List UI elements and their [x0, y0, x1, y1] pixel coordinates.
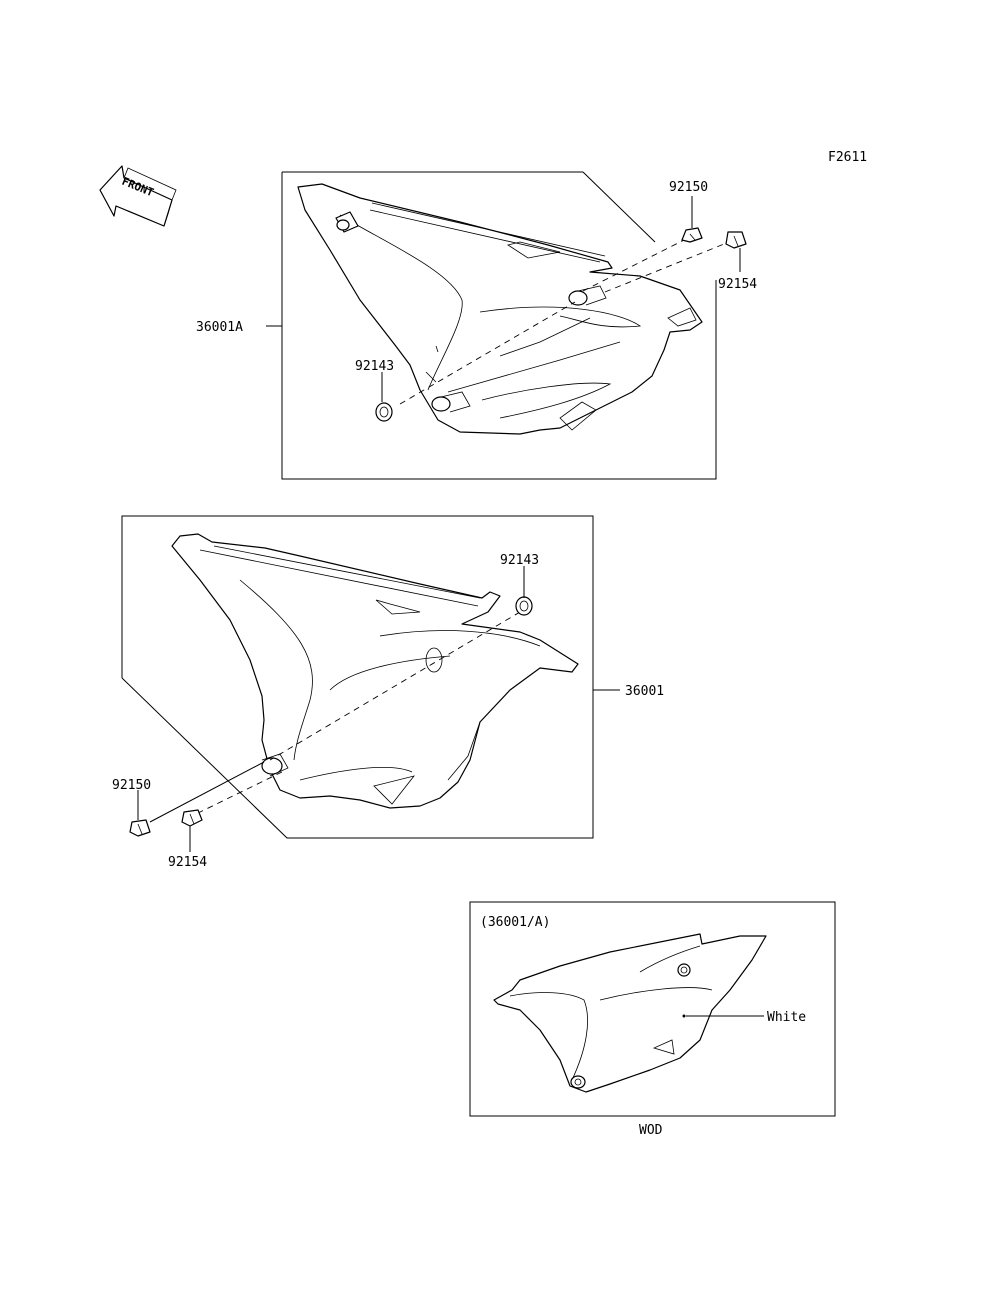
label-92154-upper: 92154 — [718, 277, 758, 292]
grommet-92143-lower — [516, 597, 532, 615]
bolt-92154-upper — [726, 232, 746, 248]
upper-assembly — [196, 172, 757, 479]
front-label: FRONT — [119, 174, 156, 200]
figure-code: F2611 — [828, 150, 868, 165]
grommet-92143-upper — [376, 403, 392, 421]
label-92143-lower: 92143 — [500, 553, 540, 568]
front-arrow-icon — [100, 166, 176, 226]
label-92150-upper: 92150 — [669, 180, 709, 195]
label-36001A: 36001A — [196, 320, 243, 335]
side-cover-36001A — [298, 184, 702, 434]
inset-caption: WOD — [639, 1123, 663, 1138]
label-92143-upper: 92143 — [355, 359, 395, 374]
label-36001: 36001 — [625, 684, 665, 699]
bolt-92154-lower — [182, 810, 202, 826]
label-92150-lower: 92150 — [112, 778, 152, 793]
label-92154-lower: 92154 — [168, 855, 208, 870]
bolt-92150-lower — [130, 820, 150, 836]
inset-side-cover — [494, 934, 766, 1092]
bolt-92150-upper — [682, 228, 702, 242]
color-inset — [470, 902, 835, 1138]
side-cover-36001 — [172, 534, 578, 808]
label-white: White — [767, 1010, 807, 1025]
inset-title: (36001/A) — [480, 915, 551, 930]
lower-assembly — [112, 516, 664, 870]
